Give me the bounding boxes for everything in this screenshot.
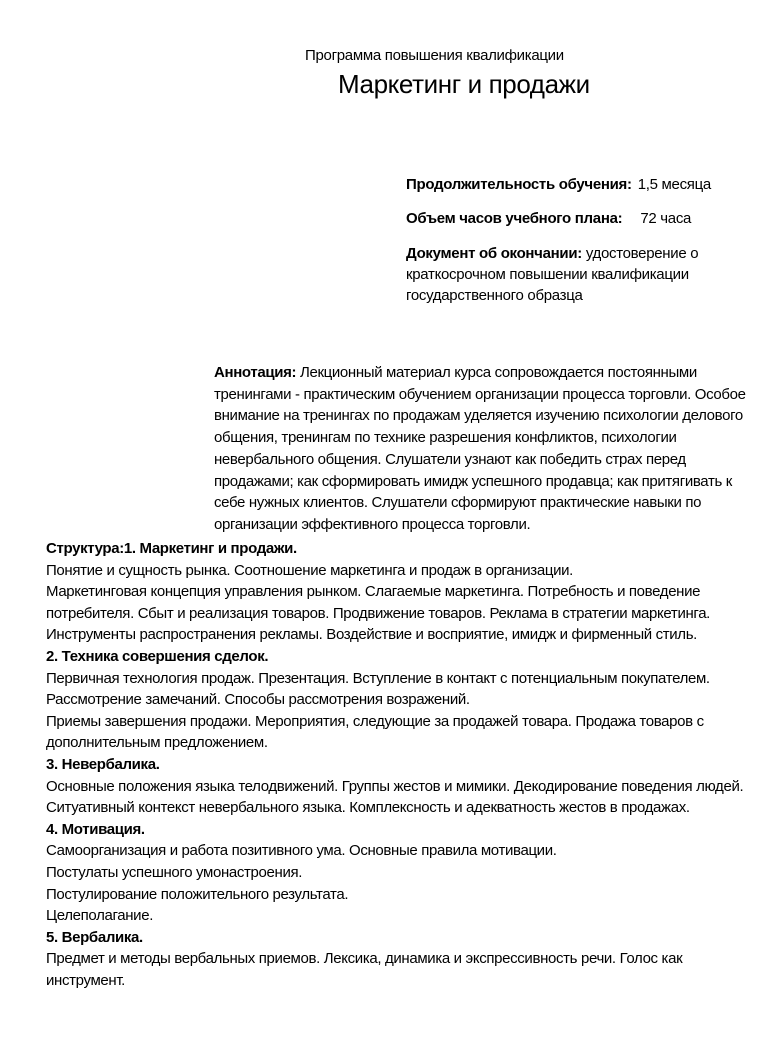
structure-paragraph: Предмет и методы вербальных приемов. Лексика, динамика и экспрессивность речи. Голос как инструмент. (46, 950, 683, 989)
section-heading: 5. Вербалика. (46, 928, 143, 946)
hours-label: Объем часов учебного плана: (406, 210, 623, 227)
hours-value: 72 часа (640, 210, 692, 227)
duration-row (406, 174, 746, 195)
structure-paragraph: Основные положения языка телодвижений. Группы жестов и мимики. Декодирование поведения людей. (46, 777, 744, 795)
duration-label: Продолжительность обучения: (406, 176, 632, 193)
annotation-text: Лекционный материал курса сопровождается постоянными тренингами - практическим обучением организации процесса торговли. Особое внимание на тренингах по продажам уделяется изучению психологии делового общения, тренингам по технике разрешения конфликтов, психологии невербального общения. Слушатели узнают как победить страх перед продажами; как сформировать имидж успешного продавца; как притягивать к себе нужных клиентов. Слушатели сформируют практические навыки по организации эффективного процесса торговли. (214, 364, 746, 533)
structure-paragraph: Первичная технология продаж. Презентация. Вступление в контакт с потенциальным покупателем. Рассмотрение замечаний. Способы рассмотрения возражений. (46, 669, 710, 709)
annotation-label: Аннотация: (214, 364, 297, 381)
section-heading: 3. Невербалика. (46, 755, 160, 773)
structure-paragraph: Постулаты успешного умонастроения. (46, 863, 303, 881)
program-title: Маркетинг и продажи (338, 69, 590, 99)
structure-paragraph: Приемы завершения продажи. Мероприятия, следующие за продажей товара. Продажа товаров с дополнительным предложением. (46, 712, 704, 752)
section-heading: 4. Мотивация. (46, 820, 145, 838)
document-row (406, 243, 746, 306)
document-label: Документ об окончании: (406, 245, 582, 262)
structure-section (46, 538, 746, 991)
annotation-paragraph (214, 362, 746, 536)
program-subtitle: Программа повышения квалификации (305, 47, 564, 64)
structure-paragraph: Ситуативный контекст невербального языка. Комплексность и адекватность жестов в продажах. (46, 799, 690, 817)
structure-paragraph: Самоорганизация и работа позитивного ума. Основные правила мотивации. (46, 842, 557, 860)
structure-paragraph: Целеполагание. (46, 907, 154, 925)
structure-paragraph: Маркетинговая концепция управления рынком. Слагаемые маркетинга. Потребность и поведение потребителя. Сбыт и реализация товаров. Продвижение товаров. Реклама в стратегии маркетинга. Инструменты распространения рекламы. Воздействие и восприятие, имидж и фирменный стиль. (46, 583, 711, 644)
structure-paragraph: Постулирование положительного результата. (46, 885, 349, 903)
structure-paragraph: Понятие и сущность рынка. Соотношение маркетинга и продаж в организации. (46, 561, 573, 579)
section-heading: 2. Техника совершения сделок. (46, 647, 269, 665)
hours-row (406, 208, 746, 229)
structure-heading: Структура:1. Маркетинг и продажи. (46, 540, 297, 557)
document-value: удостоверение о краткосрочном повышении квалификации государственного образца (406, 245, 699, 304)
duration-value: 1,5 месяца (637, 176, 711, 193)
